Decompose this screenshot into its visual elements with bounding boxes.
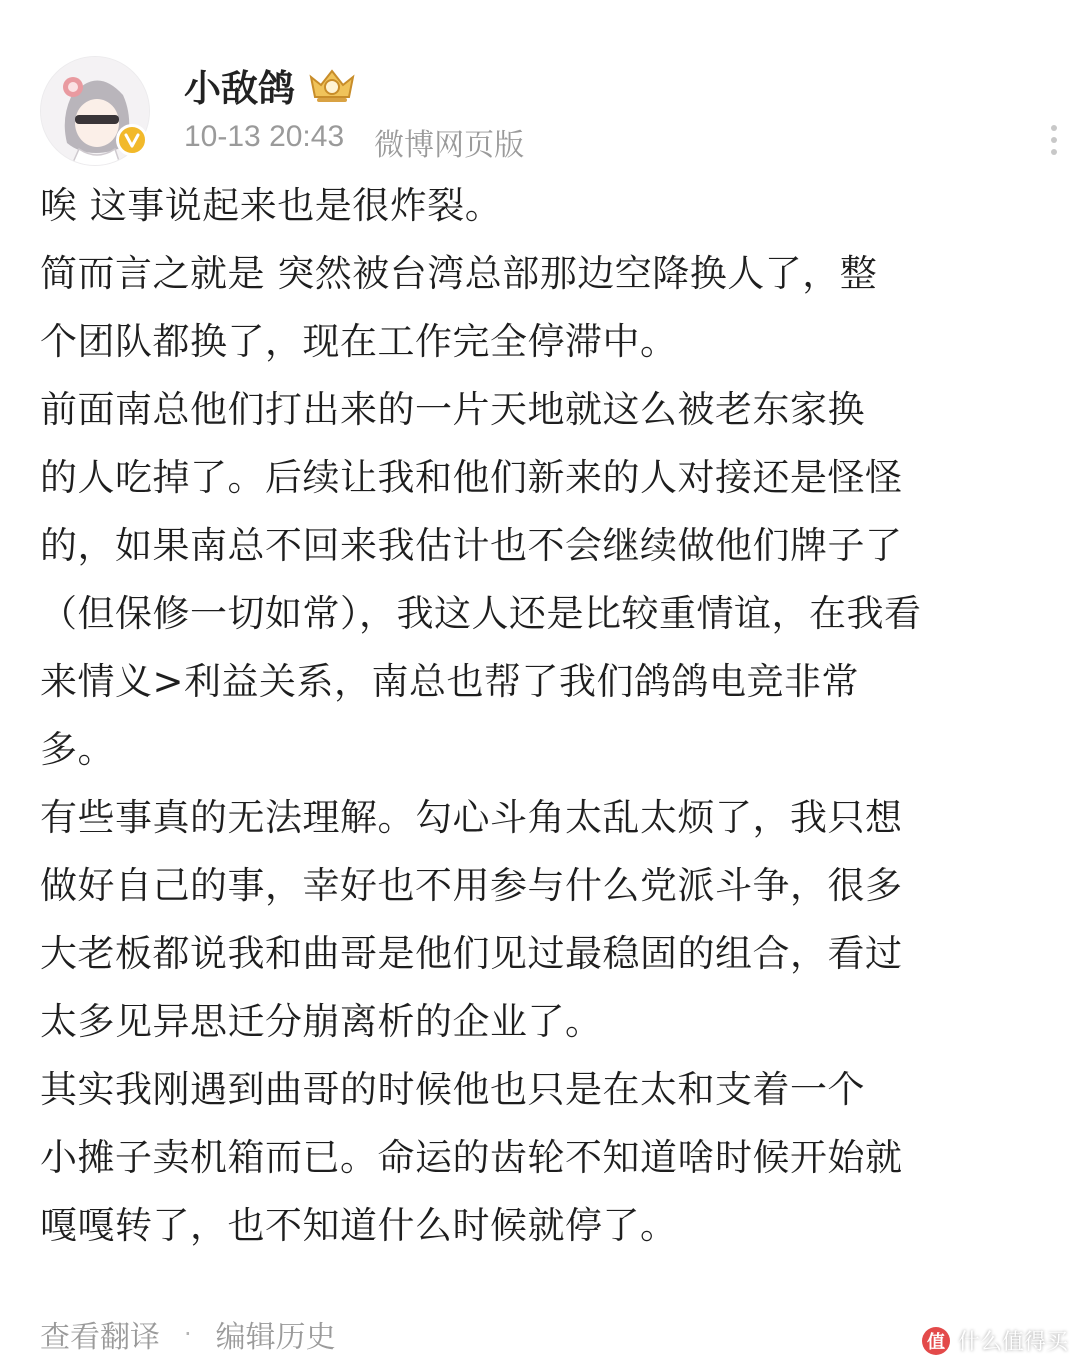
post-paragraph-3: 前面南总他们打出来的一片天地就这么被老东家换 的人吃掉了。后续让我和他们新来的人对接还是怪怪 的，如果南总不回来我估计也不会继续做他们牌子了 （但保修一切如常），我这人还是比较重情谊，在我看 来情义>利益关系，南总也帮了我们鸽鸽电竞非常 多。	[40, 388, 922, 771]
post-paragraph-4: 有些事真的无法理解。勾心斗角太乱太烦了，我只想 做好自己的事，幸好也不用参与什么党派斗争，很多 大老板都说我和曲哥是他们见过最稳固的组合，看过 太多见异思迁分崩离析的企业了。	[40, 796, 903, 1043]
more-vertical-icon[interactable]	[1044, 120, 1064, 160]
verified-v-badge-icon	[116, 124, 148, 156]
post-paragraph-5: 其实我刚遇到曲哥的时候他也只是在太和支着一个 小摊子卖机箱而已。命运的齿轮不知道啥时候开始就 嘎嘎转了，也不知道什么时候就停了。	[40, 1068, 903, 1247]
post-paragraph-1: 唉 这事说起来也是很炸裂。	[40, 184, 503, 227]
translate-link[interactable]: 查看翻译	[40, 1320, 160, 1355]
post-source[interactable]: 微博网页版	[374, 129, 525, 162]
post-timestamp: 10-13 20:43	[184, 120, 345, 153]
post-paragraph-2: 简而言之就是 突然被台湾总部那边空降换人了，整 个团队都换了，现在工作完全停滞中。	[40, 252, 878, 363]
post-meta	[184, 120, 524, 164]
edit-history-link[interactable]: 编辑历史	[215, 1320, 336, 1355]
author-avatar-wrap[interactable]	[40, 56, 150, 166]
separator-dot: ·	[184, 1320, 192, 1348]
member-crown-icon[interactable]	[305, 65, 359, 105]
watermark-logo-icon: 值	[922, 1327, 950, 1355]
watermark-text: 什么值得买	[957, 1330, 1068, 1355]
author-name[interactable]: 小敌鸽	[184, 67, 295, 110]
post-body	[40, 172, 1050, 1260]
watermark	[922, 1325, 1068, 1356]
post-actions	[40, 1312, 336, 1356]
author-name-row[interactable]	[184, 58, 359, 112]
